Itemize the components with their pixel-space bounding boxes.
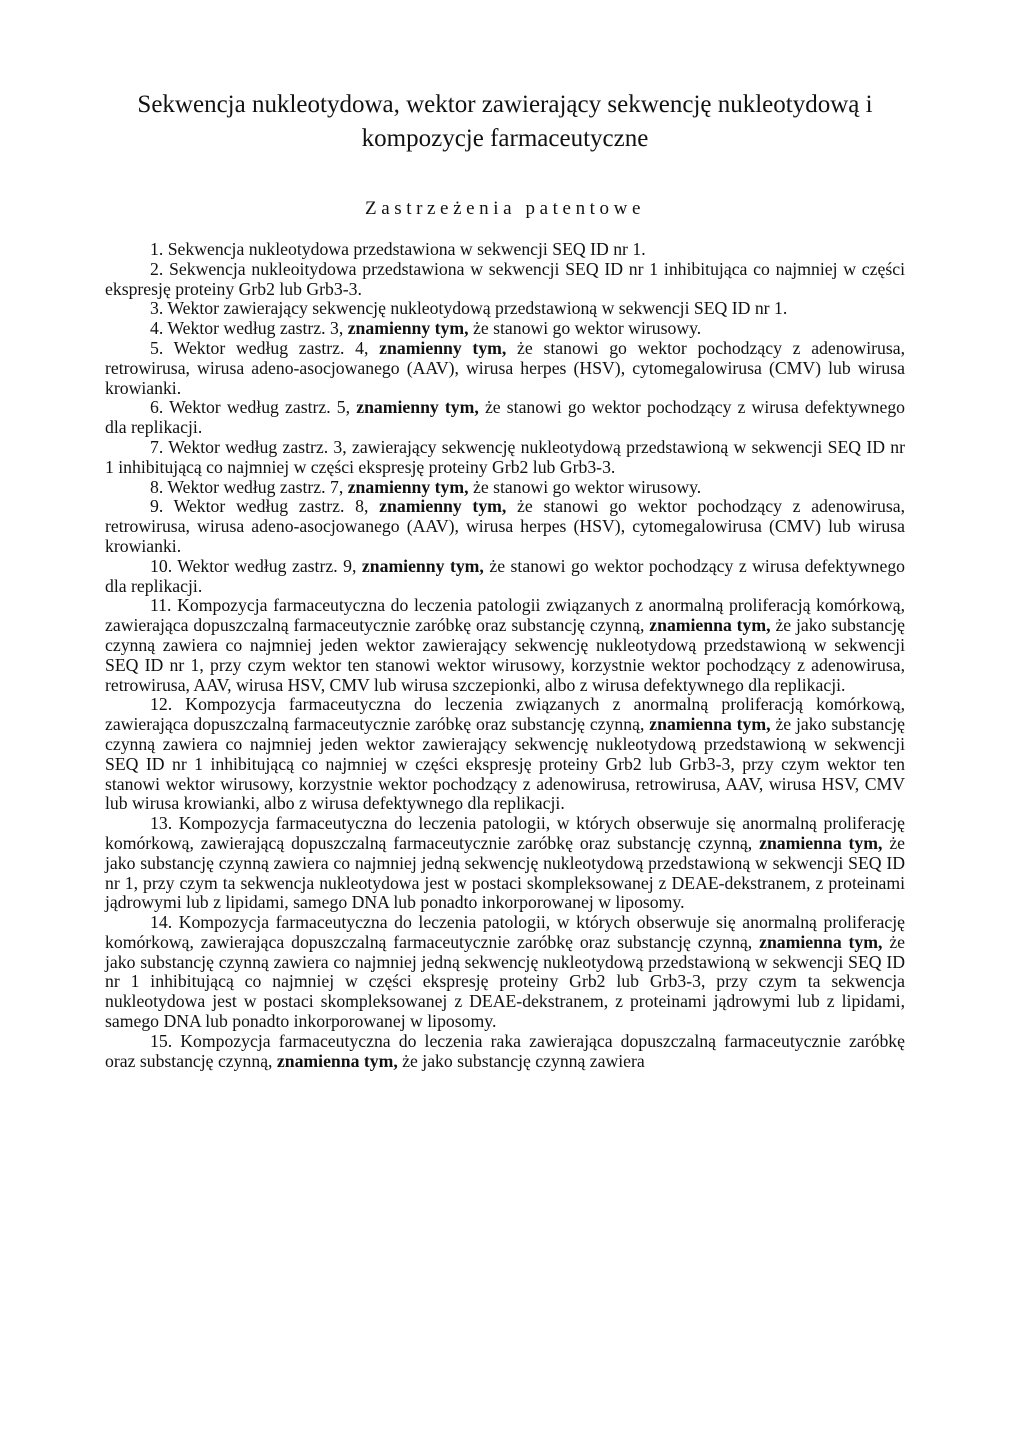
claim-7 [105,438,905,478]
claim-text: Wektor według zastrz. 9, [177,555,357,576]
claim-text: Kompozycja farmaceutyczna do leczenia raka zawierająca dopuszczalną farmaceutycznie zaróbkę oraz substancję czynną, [105,1030,905,1071]
claim-characterizing-phrase: znamienna tym, [649,615,771,636]
claim-number: 12. [150,694,173,715]
claim-number: 10. [150,555,173,576]
claim-number: 15. [150,1030,173,1051]
claim-text-continued: że jako substancję czynną zawiera co najmniej jedną sekwencję nukleotydową przedstawioną w sekwencji SEQ ID nr 1 inhibitującą co najmniej w części ekspresję proteiny Grb2 lub Grb3-3, przy czym ta sekwencja nukleotydowa jest w postaci skompleksowanej z DEAE-dekstranem, z proteinami jądrowymi lub z lipidami, samego DNA lub ponadto inkorporowanej w liposomy. [105,931,906,1032]
claim-text: Kompozycja farmaceutyczna do leczenia patologii związanych z anormalną proliferacją komórkową, zawierająca dopuszczalną farmaceutycznie zaróbkę oraz substancję czynną, [105,595,906,636]
claim-text: Wektor według zastrz. 7, [167,476,344,497]
claim-text-continued: że stanowi go wektor pochodzący z wirusa defektywnego dla replikacji. [105,555,906,596]
claim-3 [105,299,905,319]
claim-11 [105,596,905,695]
claim-characterizing-phrase: znamienna tym, [649,714,771,735]
claim-text-continued: że jako substancję czynną zawiera co najmniej jeden wektor zawierający sekwencję nukleotydową przedstawioną w sekwencji SEQ ID nr 1 inhibitującą co najmniej w części ekspresję proteiny Grb2 lub Grb3-3, przy czym wektor ten stanowi wektor wirusowy, korzystnie wektor pochodzący z adenowirusa, retrowirusa, AAV, wirusa HSV, CMV lub wirusa krowianki, albo z wirusa defektywnego dla replikacji. [105,714,906,814]
claim-text: Sekwencja nukleoitydowa przedstawiona w sekwencji SEQ ID nr 1 inhibitująca co najmniej w części ekspresję proteiny Grb2 lub Grb3-3. [105,258,905,299]
claim-5 [105,339,905,398]
claim-text-continued: że stanowi go wektor pochodzący z wirusa defektywnego dla replikacji. [105,397,906,438]
claim-text-continued: że jako substancję czynną zawiera [402,1050,645,1071]
claim-14 [105,913,905,1032]
claim-4 [105,319,905,339]
claim-6 [105,398,905,438]
claim-text: Wektor według zastrz. 3, [167,318,344,339]
claims-list [105,240,905,1071]
claim-characterizing-phrase: znamienny tym, [347,476,469,497]
claim-number: 14. [150,912,173,933]
document-page [105,88,905,1071]
claim-text: Kompozycja farmaceutyczna do leczenia związanych z anormalną proliferacją komórkową, zawierająca dopuszczalną farmaceutycznie zaróbkę oraz substancję czynną, [105,694,906,735]
claim-10 [105,557,905,597]
claim-8 [105,478,905,498]
claim-characterizing-phrase: znamienna tym, [276,1050,398,1071]
claim-number: 3. [150,298,164,319]
claim-text-continued: że stanowi go wektor wirusowy. [472,318,702,339]
claim-text: Wektor według zastrz. 5, [169,397,351,418]
claim-number: 4. [150,318,164,339]
claim-text: Wektor zawierający sekwencję nukleotydową przedstawioną w sekwencji SEQ ID nr 1. [167,298,788,319]
claim-characterizing-phrase: znamienny tym, [347,318,469,339]
claim-text: Kompozycja farmaceutyczna do leczenia patologii, w których obserwuje się anormalną proliferację komórkową, zawierająca dopuszczalną farmaceutycznie zaróbkę oraz substancję czynną, [105,912,905,952]
claim-characterizing-phrase: znamienny tym, [379,496,507,517]
claim-number: 8. [150,476,164,497]
claim-text-continued: że stanowi go wektor pochodzący z adenowirusa, retrowirusa, wirusa adeno-asocjowanego (AAV), wirusa herpes (HSV), cytomegalowirusa (CMV) lub wirusa krowianki. [105,496,906,556]
claim-characterizing-phrase: znamienna tym, [759,832,883,853]
claim-number: 1. [150,239,164,259]
claim-text-continued: że stanowi go wektor wirusowy. [472,476,702,497]
claim-text-continued: że jako substancję czynną zawiera co najmniej jedną sekwencję nukleotydową przedstawioną w sekwencji SEQ ID nr 1, przy czym ta sekwencja nukleotydowa jest w postaci skompleksowanej z DEAE-dekstranem, z proteinami jądrowymi lub z lipidami, samego DNA lub ponadto inkorporowanej w liposomy. [105,832,906,913]
claim-text: Wektor według zastrz. 4, [173,337,369,358]
claim-text: Wektor według zastrz. 8, [173,496,369,517]
claim-characterizing-phrase: znamienny tym, [379,337,507,358]
claim-text: Wektor według zastrz. 3, zawierający sekwencję nukleotydową przedstawioną w sekwencji SEQ ID nr 1 inhibitującą co najmniej w części ekspresję proteiny Grb2 lub Grb3-3. [105,436,905,477]
claim-text-continued: że stanowi go wektor pochodzący z adenowirusa, retrowirusa, wirusa adeno-asocjowanego (AAV), wirusa herpes (HSV), cytomegalowirusa (CMV) lub wirusa krowianki. [105,337,906,398]
claim-number: 11. [150,595,172,616]
claim-number: 2. [150,258,164,279]
claim-number: 5. [150,337,164,358]
claim-2 [105,260,905,300]
claim-12 [105,695,905,814]
claim-9 [105,497,905,556]
claim-1 [105,240,905,260]
claim-text: Sekwencja nukleotydowa przedstawiona w sekwencji SEQ ID nr 1. [167,239,646,259]
claim-15 [105,1032,905,1072]
claim-number: 13. [150,813,173,834]
claim-characterizing-phrase: znamienna tym, [759,931,883,952]
claim-number: 6. [150,397,164,418]
claim-number: 7. [150,436,164,457]
claim-text-continued: że jako substancję czynną zawiera co najmniej jeden wektor zawierający sekwencję nukleotydową przedstawioną w sekwencji SEQ ID nr 1, przy czym wektor ten stanowi wektor wirusowy, korzystnie wektor pochodzący z adenowirusa, retrowirusa, AAV, wirusa HSV, CMV lub wirusa szczepionki, albo z wirusa defektywnego dla replikacji. [105,615,906,695]
claim-text: Kompozycja farmaceutyczna do leczenia patologii, w których obserwuje się anormalną proliferację komórkową, zawierającą dopuszczalną farmaceutycznie zaróbkę oraz substancję czynną, [105,813,905,853]
claim-number: 9. [150,496,164,517]
document-title: Sekwencja nukleotydowa, wektor zawierający sekwencję nukleotydową i kompozycje farmaceutyczne [137,91,873,152]
claim-characterizing-phrase: znamienny tym, [361,555,484,576]
claim-characterizing-phrase: znamienny tym, [356,397,479,418]
document-subtitle: Zastrzeżenia patentowe [364,198,645,219]
claim-13 [105,814,905,913]
